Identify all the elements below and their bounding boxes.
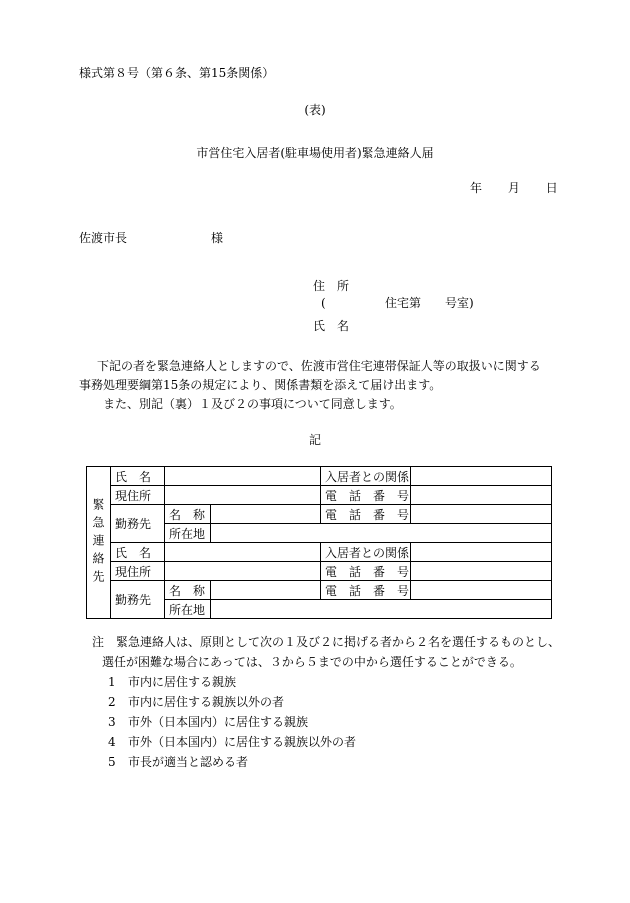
label-company-name: 名 称 xyxy=(165,581,211,600)
label-phone: 電 話 番 号 xyxy=(321,486,411,505)
contact2-name-field[interactable] xyxy=(165,543,321,562)
label-current-address: 現住所 xyxy=(111,486,165,505)
list-item-number: 3 xyxy=(108,715,116,729)
table-row xyxy=(87,467,552,486)
label-name: 氏 名 xyxy=(111,467,165,486)
date-line xyxy=(470,182,558,194)
table-row xyxy=(87,486,552,505)
list-item-text: 市外（日本国内）に居住する親族 xyxy=(128,715,309,729)
list-item xyxy=(92,752,560,772)
list-item xyxy=(92,712,560,732)
date-month: 月 xyxy=(507,181,520,195)
contact2-address-field[interactable] xyxy=(165,562,321,581)
list-item-number: 1 xyxy=(108,675,116,689)
table-row xyxy=(87,581,552,600)
label-phone: 電 話 番 号 xyxy=(321,581,411,600)
addressee xyxy=(79,231,224,245)
side-header: 緊急連絡先 xyxy=(87,467,111,619)
applicant-address-label: 住 所 xyxy=(313,279,350,293)
body-text xyxy=(79,357,551,414)
label-workplace: 勤務先 xyxy=(111,505,165,543)
addressee-honorific: 様 xyxy=(211,231,224,245)
date-year: 年 xyxy=(470,181,483,195)
form-number: 様式第８号（第６条、第15条関係） xyxy=(79,66,275,80)
contact2-relation-field[interactable] xyxy=(411,543,552,562)
applicant-name-label: 氏 名 xyxy=(313,319,350,333)
list-item-text: 市内に居住する親族以外の者 xyxy=(128,695,285,709)
emergency-contact-table xyxy=(86,466,552,619)
contact1-company-field[interactable] xyxy=(211,505,321,524)
label-relation: 入居者との関係 xyxy=(321,543,411,562)
table-row xyxy=(87,562,552,581)
notes xyxy=(92,632,560,772)
label-workplace: 勤務先 xyxy=(111,581,165,619)
body-paragraph-2: また、別記（裏）１及び２の事項について同意します。 xyxy=(103,397,402,411)
label-location: 所在地 xyxy=(165,524,211,543)
list-item xyxy=(92,692,560,712)
document-title: 市営住宅入居者(駐車場使用者)緊急連絡人届 xyxy=(196,146,434,160)
date-day: 日 xyxy=(545,181,558,195)
label-company-name: 名 称 xyxy=(165,505,211,524)
label-phone: 電 話 番 号 xyxy=(321,505,411,524)
list-item xyxy=(92,672,560,692)
body-paragraph-1: 下記の者を緊急連絡人としますので、佐渡市営住宅連帯保証人等の取扱いに関する事務処理要綱第15条の規定により、関係書類を添えて届け出ます。 xyxy=(79,359,541,392)
table-row xyxy=(87,543,552,562)
contact2-company-field[interactable] xyxy=(211,581,321,600)
paren-open: ( xyxy=(321,296,326,310)
list-item-text: 市内に居住する親族 xyxy=(128,675,237,689)
label-relation: 入居者との関係 xyxy=(321,467,411,486)
label-phone: 電 話 番 号 xyxy=(321,562,411,581)
note-line-2: 選任が困難な場合にあっては、３から５までの中から選任することができる。 xyxy=(102,655,522,669)
label-name: 氏 名 xyxy=(111,543,165,562)
list-item xyxy=(92,732,560,752)
applicant-housing-line xyxy=(321,296,474,310)
list-item-number: 2 xyxy=(108,695,116,709)
contact1-work-phone-field[interactable] xyxy=(411,505,552,524)
contact2-work-phone-field[interactable] xyxy=(411,581,552,600)
contact1-phone-field[interactable] xyxy=(411,486,552,505)
addressee-name: 佐渡市長 xyxy=(79,231,128,245)
contact1-name-field[interactable] xyxy=(165,467,321,486)
list-item-number: 4 xyxy=(108,735,116,749)
label-location: 所在地 xyxy=(165,600,211,619)
list-item-number: 5 xyxy=(108,755,116,769)
side-label: (表) xyxy=(304,103,326,117)
housing-label: 住宅第 xyxy=(385,296,422,310)
contact1-location-field[interactable] xyxy=(211,524,552,543)
table-row xyxy=(87,505,552,524)
ki-heading: 記 xyxy=(308,433,321,447)
contact2-location-field[interactable] xyxy=(211,600,552,619)
list-item-text: 市長が適当と認める者 xyxy=(128,755,249,769)
label-current-address: 現住所 xyxy=(111,562,165,581)
contact1-address-field[interactable] xyxy=(165,486,321,505)
contact2-phone-field[interactable] xyxy=(411,562,552,581)
room-label: 号室) xyxy=(445,296,474,310)
note-line-1: 注 緊急連絡人は、原則として次の１及び２に掲げる者から２名を選任するものとし、 xyxy=(92,635,561,649)
list-item-text: 市外（日本国内）に居住する親族以外の者 xyxy=(128,735,357,749)
contact1-relation-field[interactable] xyxy=(411,467,552,486)
